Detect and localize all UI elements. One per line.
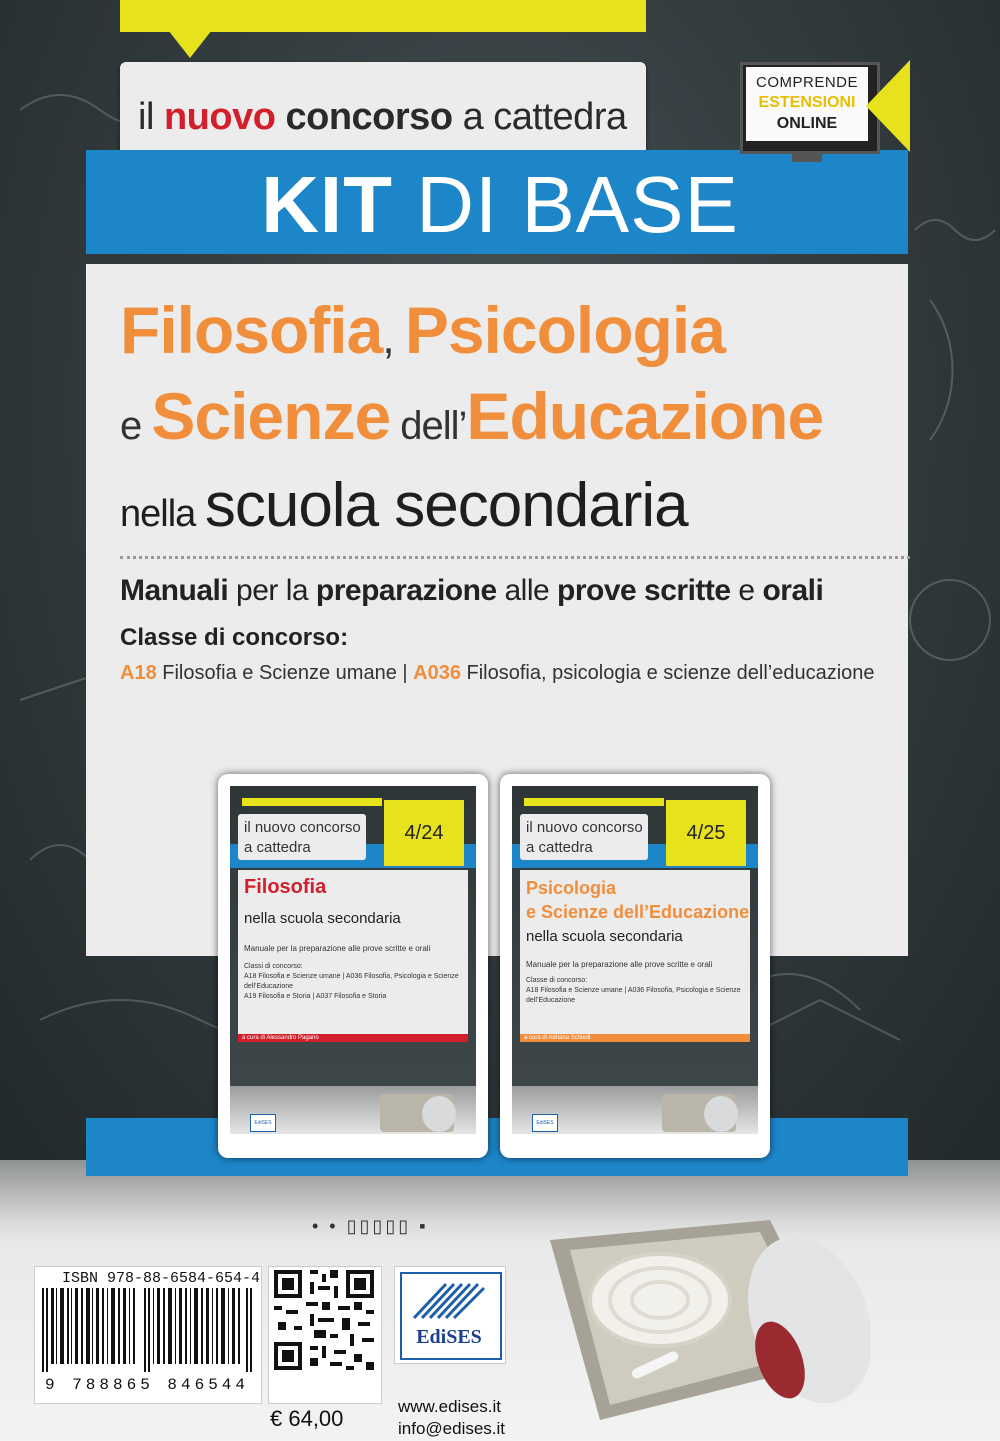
book2-classi: Classe di concorso: (526, 977, 588, 984)
book1-logo: EdiSES (250, 1114, 276, 1132)
manuali-w7: orali (762, 574, 824, 607)
manuali-w5: prove scritte (557, 574, 731, 607)
online-badge-line3: ONLINE (776, 115, 838, 132)
book2-yellow (524, 798, 664, 806)
title-comma: , (382, 314, 405, 363)
book1-line1: A18 Filosofia e Scienze umane | A036 Filosofia, Psicologia e Scienze dell’Educazione (244, 973, 459, 990)
book2-title-a: Psicologia (526, 878, 617, 898)
book2-sub: nella scuola secondaria (526, 928, 683, 945)
monitor-stand (792, 152, 822, 162)
manuali-w3: preparazione (315, 574, 497, 607)
online-badge-line2: ESTENSIONI (758, 94, 856, 111)
online-badge-line1: COMPRENDE (755, 74, 858, 91)
book2-inner (512, 786, 758, 1134)
usb-ports-decoration: • • ▯▯▯▯▯ ▪ (312, 1216, 429, 1236)
book1-classi: Classi di concorso: (244, 963, 303, 970)
book2-series (526, 818, 643, 858)
series-highlight: nuovo (163, 96, 276, 138)
publisher-contacts (398, 1396, 505, 1440)
code-a18: A18 (120, 662, 157, 684)
series-suffix: a cattedra (452, 96, 627, 138)
book2-line1: A18 Filosofia e Scienze umane | A036 Filosofia, Psicologia e Scienze dell’Educazione (526, 987, 741, 1004)
yellow-arrow-icon (866, 60, 910, 152)
title-line-1 (120, 292, 725, 368)
book1-yellow (242, 798, 382, 806)
book-cover-psicologia (500, 774, 770, 1158)
title-line-2 (120, 378, 823, 454)
manuali-w4: alle (496, 574, 558, 607)
title-line-3 (120, 470, 688, 541)
book1-number: 4/24 (384, 800, 464, 866)
book2-mouse (704, 1096, 738, 1132)
manuali-w1: Manuali (120, 574, 229, 607)
series-title (138, 96, 627, 139)
qr-code-icon (274, 1270, 374, 1370)
book2-logo: EdiSES (532, 1114, 558, 1132)
book1-series-bottom: a cattedra (244, 839, 311, 856)
barcode-icon (40, 1288, 254, 1372)
book1-mouse (422, 1096, 456, 1132)
publisher-email[interactable]: info@edises.it (398, 1419, 506, 1438)
book1-series-top: il nuovo concorso (244, 819, 361, 836)
classe-label: Classe di concorso: (120, 624, 349, 651)
kit-rest: DI BASE (392, 160, 739, 249)
book1-title: Filosofia (244, 876, 327, 898)
series-prefix: il (138, 96, 164, 138)
speech-pointer (168, 30, 212, 58)
book1-inner (230, 786, 476, 1134)
dotted-divider (120, 556, 910, 559)
book1-manuale: Manuale per la preparazione alle prove scritte e orali (244, 944, 431, 953)
manuali-w2: per la (228, 574, 316, 607)
code-a18-text: Filosofia e Scienze umane | (156, 662, 414, 684)
publisher-logo-text: EdiSES (416, 1326, 482, 1348)
book1-line2: A19 Filosofia e Storia | A037 Filosofia e Storia (244, 993, 387, 1000)
book-cover-filosofia (218, 774, 488, 1158)
title-filosofia: Filosofia (120, 293, 383, 367)
title-e: e (120, 404, 152, 448)
title-nella: nella (120, 493, 205, 535)
open-book-icon (410, 1278, 488, 1322)
book1-sub: nella scuola secondaria (244, 910, 401, 927)
book2-title-b: e Scienze dell’Educazione (526, 902, 750, 922)
classe-codes (120, 662, 875, 685)
title-dell: dell’ (390, 404, 467, 448)
book2-title (526, 876, 749, 924)
kit-title (0, 160, 1000, 250)
chalk-tray-with-mouse-illustration (540, 1210, 870, 1430)
title-scienze: Scienze (151, 379, 391, 453)
book1-series (244, 818, 361, 858)
book2-number: 4/25 (666, 800, 746, 866)
isbn-text: ISBN 978-88-6584-654-4 (62, 1270, 261, 1287)
title-psicologia: Psicologia (404, 293, 725, 367)
top-yellow-band (120, 0, 646, 32)
title-educazione: Educazione (466, 379, 824, 453)
kit-bold: KIT (261, 160, 393, 249)
book2-cura: a cura di Adriana Schiedi (520, 1034, 750, 1042)
series-middle: concorso (275, 96, 453, 138)
publisher-web[interactable]: www.edises.it (398, 1397, 501, 1416)
manuali-subtitle (120, 574, 823, 608)
book2-series-bottom: a cattedra (526, 839, 593, 856)
book2-manuale: Manuale per la preparazione alle prove scritte e orali (526, 960, 713, 969)
book2-series-top: il nuovo concorso (526, 819, 643, 836)
ean-number: 9 788865 846544 (44, 1376, 250, 1394)
book1-cura: a cura di Alessandro Pagano (238, 1034, 468, 1042)
code-a036: A036 (413, 662, 461, 684)
manuali-w6: e (730, 574, 763, 607)
price: € 64,00 (270, 1406, 344, 1431)
bottom-blue-band (86, 1118, 908, 1176)
code-a036-text: Filosofia, psicologia e scienze dell’educazione (460, 662, 875, 684)
title-scuola-secondaria: scuola secondaria (204, 471, 688, 540)
